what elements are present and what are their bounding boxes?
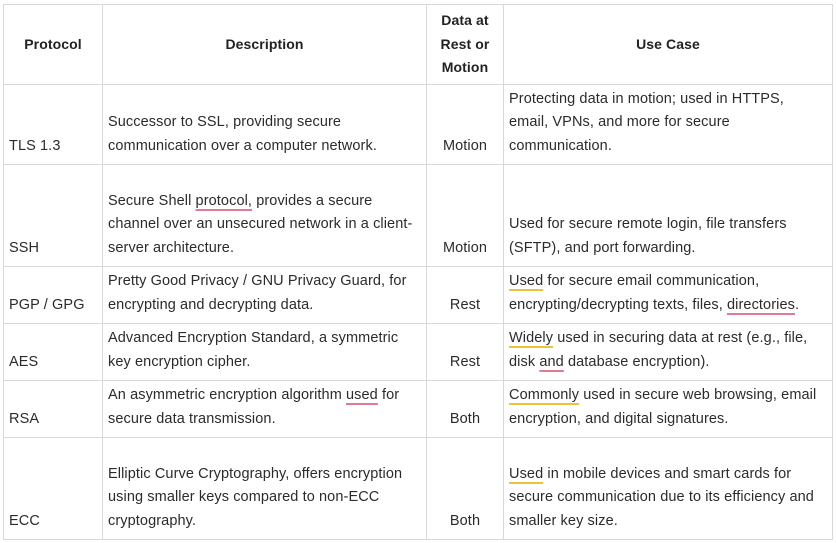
data-state-cell: Both bbox=[427, 381, 504, 438]
description-cell bbox=[103, 165, 427, 267]
cell-text: for secure data transmission. bbox=[108, 387, 400, 427]
table-row bbox=[4, 438, 833, 540]
table-row bbox=[4, 85, 833, 165]
data-state-cell: Motion bbox=[427, 165, 504, 267]
cell-text: . bbox=[794, 296, 800, 313]
use-case-cell bbox=[504, 85, 833, 165]
spellcheck-underlined-word: Used bbox=[509, 273, 544, 289]
cell-text: for secure email communication, encrypting/decrypting texts, files, bbox=[509, 273, 760, 313]
data-state-cell: Rest bbox=[427, 267, 504, 324]
cell-text: provides a secure channel over an unsecured network in a client-server architecture. bbox=[108, 192, 413, 256]
header-use-case: Use Case bbox=[504, 5, 833, 85]
description-cell bbox=[103, 438, 427, 540]
table-header-row bbox=[4, 5, 833, 85]
header-description: Description bbox=[103, 5, 427, 85]
use-case-cell bbox=[504, 165, 833, 267]
cell-text: in mobile devices and smart cards for secure communication due to its efficiency and smaller key size. bbox=[509, 465, 814, 529]
protocol-cell: SSH bbox=[4, 165, 103, 267]
cell-text: Protecting data in motion; used in HTTPS, email, VPNs, and more for secure communication. bbox=[509, 90, 784, 154]
protocol-cell: ECC bbox=[4, 438, 103, 540]
cell-text: Secure Shell bbox=[108, 192, 196, 209]
spellcheck-underlined-word: used bbox=[346, 387, 378, 403]
use-case-cell bbox=[504, 381, 833, 438]
protocol-cell: PGP / GPG bbox=[4, 267, 103, 324]
cell-text: Used for secure remote login, file transfers (SFTP), and port forwarding. bbox=[509, 216, 787, 256]
data-state-cell: Rest bbox=[427, 324, 504, 381]
cell-text: Pretty Good Privacy / GNU Privacy Guard, for encrypting and decrypting data. bbox=[108, 273, 407, 313]
cell-text: Advanced Encryption Standard, a symmetric key encryption cipher. bbox=[108, 330, 399, 370]
use-case-cell bbox=[504, 438, 833, 540]
spellcheck-underlined-word: Widely bbox=[509, 330, 554, 346]
header-data-at-rest-or-motion: Data at Rest or Motion bbox=[427, 5, 504, 85]
table-row bbox=[4, 381, 833, 438]
cell-text: Elliptic Curve Cryptography, offers encryption using smaller keys compared to non-ECC cryptography. bbox=[108, 465, 403, 529]
spellcheck-underlined-word: protocol, bbox=[195, 192, 253, 209]
protocol-cell: TLS 1.3 bbox=[4, 85, 103, 165]
cell-text: used in secure web browsing, email encryption, and digital signatures. bbox=[509, 387, 817, 427]
description-cell bbox=[103, 381, 427, 438]
table-row bbox=[4, 267, 833, 324]
protocols-table bbox=[3, 4, 833, 540]
description-cell bbox=[103, 85, 427, 165]
spellcheck-underlined-word: Used bbox=[509, 465, 544, 482]
data-state-cell: Motion bbox=[427, 85, 504, 165]
use-case-cell bbox=[504, 324, 833, 381]
header-protocol: Protocol bbox=[4, 5, 103, 85]
protocol-cell: AES bbox=[4, 324, 103, 381]
description-cell bbox=[103, 267, 427, 324]
table-row bbox=[4, 324, 833, 381]
cell-text: used in securing data at rest (e.g., file, disk bbox=[509, 330, 808, 370]
spellcheck-underlined-word: and bbox=[539, 353, 564, 370]
protocol-cell: RSA bbox=[4, 381, 103, 438]
use-case-cell bbox=[504, 267, 833, 324]
spellcheck-underlined-word: Commonly bbox=[509, 387, 580, 403]
cell-text: database encryption). bbox=[563, 353, 710, 370]
description-cell bbox=[103, 324, 427, 381]
cell-text: Successor to SSL, providing secure communication over a computer network. bbox=[108, 114, 377, 154]
data-state-cell: Both bbox=[427, 438, 504, 540]
cell-text: An asymmetric encryption algorithm bbox=[108, 387, 346, 403]
table-row bbox=[4, 165, 833, 267]
spellcheck-underlined-word: directories bbox=[726, 296, 795, 313]
